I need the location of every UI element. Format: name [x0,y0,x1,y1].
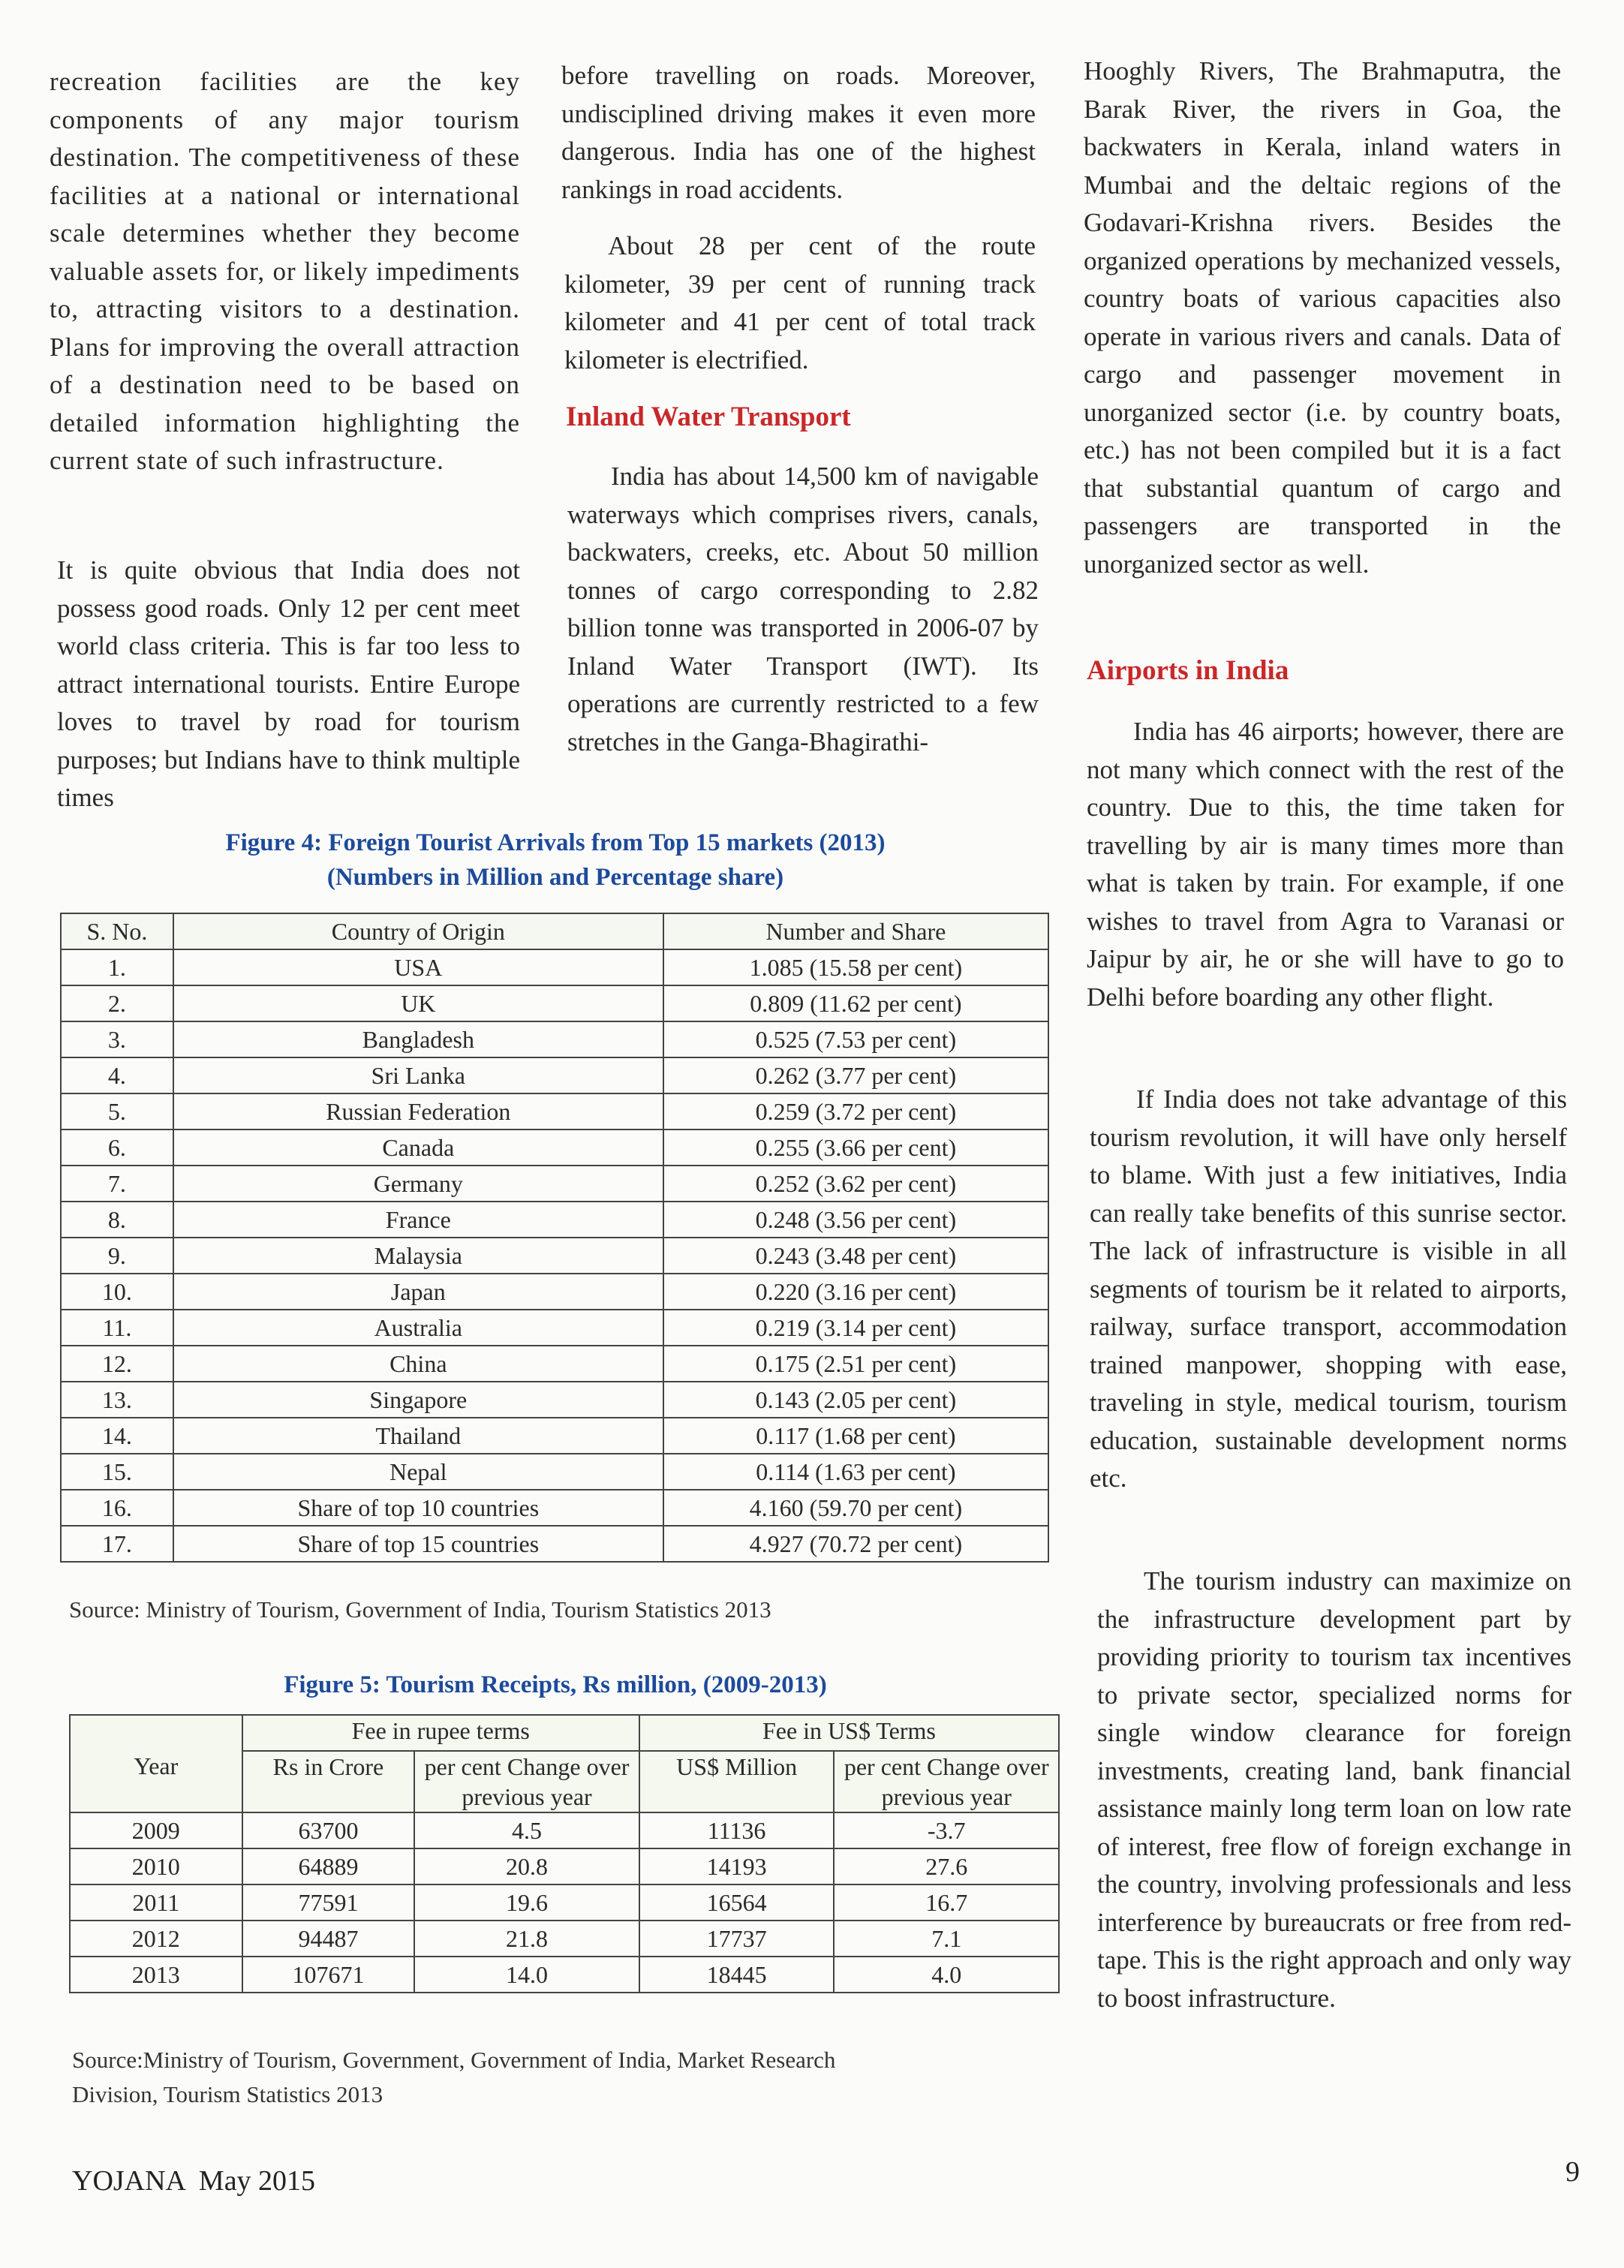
table-header-row [70,1751,1059,1812]
cell-country: Malaysia [173,1238,663,1274]
header-rs-in-crore: Rs in Crore [242,1751,415,1812]
table-row [61,1202,1048,1238]
table-row [61,1490,1048,1526]
cell-usd-change: 27.6 [834,1848,1059,1884]
table-row [61,1526,1048,1562]
table-row [61,1021,1048,1057]
cell-number-share: 0.252 (3.62 per cent) [663,1166,1048,1202]
cell-number-share: 4.160 (59.70 per cent) [663,1490,1048,1526]
cell-year: 2013 [70,1957,242,1993]
cell-s-no: 6. [61,1129,173,1166]
cell-usd-change: 4.0 [834,1957,1059,1993]
page-number: 9 [1565,2156,1580,2188]
figure-5-table-body [70,1812,1059,1993]
figure-4-table-body [61,949,1048,1562]
cell-usd-million: 17737 [639,1921,835,1957]
cell-s-no: 15. [61,1454,173,1490]
footer-publication: YOJANA May 2015 [72,2165,316,2197]
cell-country: Canada [173,1129,663,1166]
cell-year: 2010 [70,1848,242,1884]
cell-usd-million: 18445 [639,1957,835,1993]
cell-rs-crore: 63700 [242,1812,415,1848]
cell-rupee-change: 14.0 [414,1957,639,1993]
cell-s-no: 9. [61,1238,173,1274]
col2-paragraph-3: India has about 14,500 km of navigable waterways which comprises rivers, canals, backwaters, creeks, etc. About 50 million tonnes of cargo corresponding to 2.82 billion tonne was transported in 2006-07 by Inland Water Transport (IWT). Its operations are currently restricted to a few stretches in the Ganga-Bhagirathi- [567,462,1039,757]
cell-year: 2012 [70,1921,242,1957]
cell-number-share: 0.219 (3.14 per cent) [663,1310,1048,1346]
cell-country: Japan [173,1274,663,1310]
cell-rupee-change: 19.6 [414,1884,639,1921]
col2-paragraph-2: About 28 per cent of the route kilometer, 39 per cent of running track kilometer and 41 per cent of total track kilometer is electrified. [564,231,1036,374]
table-row [61,1274,1048,1310]
cell-rupee-change: 4.5 [414,1812,639,1848]
cell-usd-change: 16.7 [834,1884,1059,1921]
cell-country: Singapore [173,1382,663,1418]
figure-5-source-line-1: Source:Ministry of Tourism, Government, Government of India, Market Research [72,2047,836,2073]
cell-number-share: 0.220 (3.16 per cent) [663,1274,1048,1310]
table-row [61,1454,1048,1490]
cell-rs-crore: 64889 [242,1848,415,1884]
cell-rupee-change: 21.8 [414,1921,639,1957]
table-row [61,1166,1048,1202]
cell-s-no: 1. [61,949,173,985]
figure-5-title: Figure 5: Tourism Receipts, Rs million, (2009-2013) [284,1671,827,1698]
header-usd-million: US$ Million [639,1751,835,1812]
cell-rs-crore: 77591 [242,1884,415,1921]
table-row [61,1382,1048,1418]
cell-rupee-change: 20.8 [414,1848,639,1884]
cell-number-share: 0.175 (2.51 per cent) [663,1346,1048,1382]
cell-usd-change: -3.7 [834,1812,1059,1848]
cell-s-no: 14. [61,1418,173,1454]
cell-s-no: 16. [61,1490,173,1526]
cell-number-share: 0.525 (7.53 per cent) [663,1021,1048,1057]
cell-rs-crore: 94487 [242,1921,415,1957]
table-row [70,1957,1059,1993]
cell-s-no: 5. [61,1093,173,1129]
cell-country: Bangladesh [173,1021,663,1057]
cell-country: Share of top 15 countries [173,1526,663,1562]
table-row [70,1848,1059,1884]
table-row [61,1418,1048,1454]
cell-country: USA [173,949,663,985]
table-row [61,1310,1048,1346]
cell-country: UK [173,985,663,1021]
cell-number-share: 4.927 (70.72 per cent) [663,1526,1048,1562]
col1-paragraph-1: recreation facilities are the key components of any major tourism destination. The competitiveness of these facilities at a national or international scale determines whether they become valuable assets for, or likely impediments to, attracting visitors to a destination. Plans for improving the overall attraction of a destination need to be based on detailed information highlighting the current state of such infrastructure. [50,67,520,475]
airports-in-india-heading: Airports in India [1087,655,1289,686]
table-row [61,1238,1048,1274]
figure-4-title-line-2: (Numbers in Million and Percentage share) [326,864,784,891]
col3-paragraph-4: The tourism industry can maximize on the infrastructure development part by providing priority to tourism tax incentives to private sector, specialized norms for single window clearance for foreign investments, creating land, bank financial assistance mainly long term loan on low rate of interest, free flow of foreign exchange in the country, involving professionals and less interference by bureaucrats or free from red-tape. This is the right approach and only way to boost infrastructure. [1097,1566,1571,2013]
table-row [70,1884,1059,1921]
table-row [61,1057,1048,1093]
header-number-and-share: Number and Share [663,913,1048,949]
cell-number-share: 0.248 (3.56 per cent) [663,1202,1048,1238]
cell-s-no: 13. [61,1382,173,1418]
cell-year: 2011 [70,1884,242,1921]
col1-paragraph-2: It is quite obvious that India does not possess good roads. Only 12 per cent meet world class criteria. This is far too less to attract international tourists. Entire Europe loves to travel by road for tourism purposes; but Indians have to think multiple times [57,555,520,812]
cell-usd-change: 7.1 [834,1921,1059,1957]
cell-s-no: 7. [61,1166,173,1202]
cell-number-share: 0.255 (3.66 per cent) [663,1129,1048,1166]
cell-s-no: 10. [61,1274,173,1310]
header-year: Year [70,1751,242,1812]
header-s-no: S. No. [61,913,173,949]
inland-water-transport-heading: Inland Water Transport [566,402,851,432]
table-group-header-row [70,1715,1059,1751]
col3-paragraph-3: If India does not take advantage of this tourism revolution, it will have only herself to blame. With just a few initiatives, India can really take benefits of this sunrise sector. The lack of infrastructure is visible in all segments of tourism be it related to airports, railway, surface transport, accommodation trained manpower, shopping with ease, traveling in style, medical tourism, tourism education, sustainable development norms etc. [1090,1084,1567,1493]
cell-s-no: 12. [61,1346,173,1382]
table-row [61,949,1048,985]
table-row [61,1346,1048,1382]
header-fee-in-usd-terms: Fee in US$ Terms [639,1715,1059,1751]
header-usd-change: per cent Change over previous year [834,1751,1059,1812]
cell-usd-million: 16564 [639,1884,835,1921]
cell-s-no: 8. [61,1202,173,1238]
cell-s-no: 3. [61,1021,173,1057]
figure-4-title-line-1: Figure 4: Foreign Tourist Arrivals from Top 15 markets (2013) [225,829,886,856]
cell-rs-crore: 107671 [242,1957,415,1993]
cell-country: Thailand [173,1418,663,1454]
cell-number-share: 0.262 (3.77 per cent) [663,1057,1048,1093]
header-country-of-origin: Country of Origin [173,913,663,949]
cell-s-no: 17. [61,1526,173,1562]
col2-paragraph-1: before travelling on roads. Moreover, undisciplined driving makes it even more dangerous. India has one of the highest rankings in road accidents. [561,61,1036,204]
cell-number-share: 0.117 (1.68 per cent) [663,1418,1048,1454]
cell-country: Russian Federation [173,1093,663,1129]
figure-4-source: Source: Ministry of Tourism, Government of India, Tourism Statistics 2013 [69,1596,771,1623]
figure-4-title [57,826,1054,895]
cell-country: Sri Lanka [173,1057,663,1093]
table-row [70,1921,1059,1957]
col3-paragraph-1: Hooghly Rivers, The Brahmaputra, the Barak River, the rivers in Goa, the backwaters in Kerala, inland waters in Mumbai and the deltaic regions of the Godavari-Krishna rivers. Besides the organized operations by mechanized vessels, country boats of various capacities also operate in various rivers and canals. Data of cargo and passenger movement in unorganized sector (i.e. by country boats, etc.) has not been compiled but it is a fact that substantial quantum of cargo and passengers are transported in the unorganized sector as well. [1084,56,1561,579]
cell-country: France [173,1202,663,1238]
table-row [70,1812,1059,1848]
figure-4-table [60,913,1049,1563]
table-row [61,1129,1048,1166]
cell-country: China [173,1346,663,1382]
cell-country: Nepal [173,1454,663,1490]
cell-number-share: 0.114 (1.63 per cent) [663,1454,1048,1490]
cell-country: Germany [173,1166,663,1202]
cell-number-share: 0.809 (11.62 per cent) [663,985,1048,1021]
cell-number-share: 0.243 (3.48 per cent) [663,1238,1048,1274]
header-blank [70,1715,242,1751]
cell-usd-million: 14193 [639,1848,835,1884]
col3-paragraph-2: India has 46 airports; however, there are not many which connect with the rest of the country. Due to this, the time taken for travelling by air is many times more than what is taken by train. For example, if one wishes to travel from Agra to Varanasi or Jaipur by air, he or she will have to go to Delhi before boarding any other flight. [1087,717,1564,1012]
table-row [61,985,1048,1021]
figure-5-source [72,2043,1070,2112]
cell-number-share: 1.085 (15.58 per cent) [663,949,1048,985]
table-header-row [61,913,1048,949]
cell-number-share: 0.143 (2.05 per cent) [663,1382,1048,1418]
header-fee-in-rupee-terms: Fee in rupee terms [242,1715,639,1751]
cell-s-no: 4. [61,1057,173,1093]
header-rupee-change: per cent Change over previous year [414,1751,639,1812]
cell-usd-million: 11136 [639,1812,835,1848]
figure-5-source-line-2: Division, Tourism Statistics 2013 [72,2081,383,2107]
cell-year: 2009 [70,1812,242,1848]
table-row [61,1093,1048,1129]
cell-s-no: 2. [61,985,173,1021]
cell-country: Australia [173,1310,663,1346]
cell-country: Share of top 10 countries [173,1490,663,1526]
figure-5-table [69,1714,1060,1993]
cell-number-share: 0.259 (3.72 per cent) [663,1093,1048,1129]
cell-s-no: 11. [61,1310,173,1346]
